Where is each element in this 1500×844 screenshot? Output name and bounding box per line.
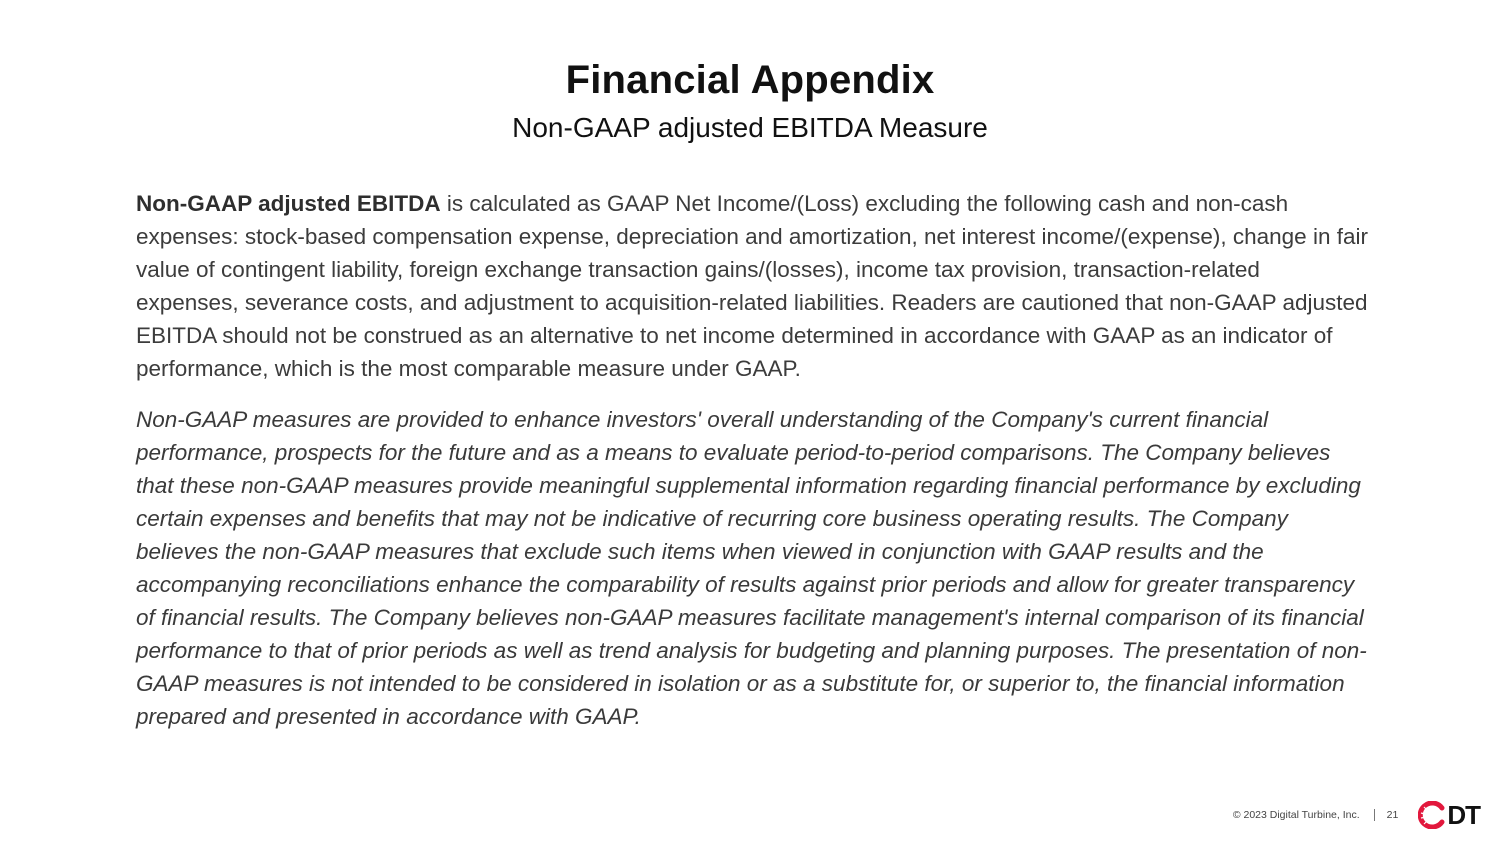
page-number: 21 <box>1386 809 1399 821</box>
slide-subtitle: Non-GAAP adjusted EBITDA Measure <box>512 112 988 143</box>
digital-turbine-logo <box>1418 801 1480 829</box>
ebitda-definition-text: is calculated as GAAP Net Income/(Loss) excluding the following cash and non-cash expenses: stock-based compensation expense, depreciation and amortization, net interest income/(expense), change in fair value of contingent liability, foreign exchange transaction gains/(losses), income tax provision, transaction-related expenses, severance costs, and adjustment to acquisition-related liabilities. Readers are cautioned that non-GAAP adjusted EBITDA should not be construed as an alternative to net income determined in accordance with GAAP as an indicator of performance, which is the most comparable measure under GAAP. <box>136 191 1368 381</box>
turbine-logo-icon <box>1418 801 1446 829</box>
ebitda-definition-lead: Non-GAAP adjusted EBITDA <box>136 191 441 216</box>
copyright-text: © 2023 Digital Turbine, Inc. <box>1232 809 1360 821</box>
footer-divider <box>1374 809 1375 821</box>
slide-footer <box>1233 800 1480 830</box>
non-gaap-disclaimer-paragraph: Non-GAAP measures are provided to enhance investors' overall understanding of the Company's current financial performance, prospects for the future and as a means to evaluate period-to-period comparisons. The Company believes that these non-GAAP measures provide meaningful supplemental information regarding financial performance by excluding certain expenses and benefits that may not be indicative of recurring core business operating results. The Company believes the non-GAAP measures that exclude such items when viewed in conjunction with GAAP results and the accompanying reconciliations enhance the comparability of results against prior periods and allow for greater transparency of financial results. The Company believes non-GAAP measures facilitate management's internal comparison of its financial performance to that of prior periods as well as trend analysis for budgeting and planning purposes. The presentation of non-GAAP measures is not intended to be considered in isolation or as a substitute for, or superior to, the financial information prepared and presented in accordance with GAAP. <box>136 407 1367 729</box>
slide-body <box>136 187 1368 733</box>
logo-wordmark: DT <box>1447 800 1480 830</box>
ebitda-definition-paragraph <box>136 187 1368 385</box>
slide-title: Financial Appendix <box>565 58 935 102</box>
